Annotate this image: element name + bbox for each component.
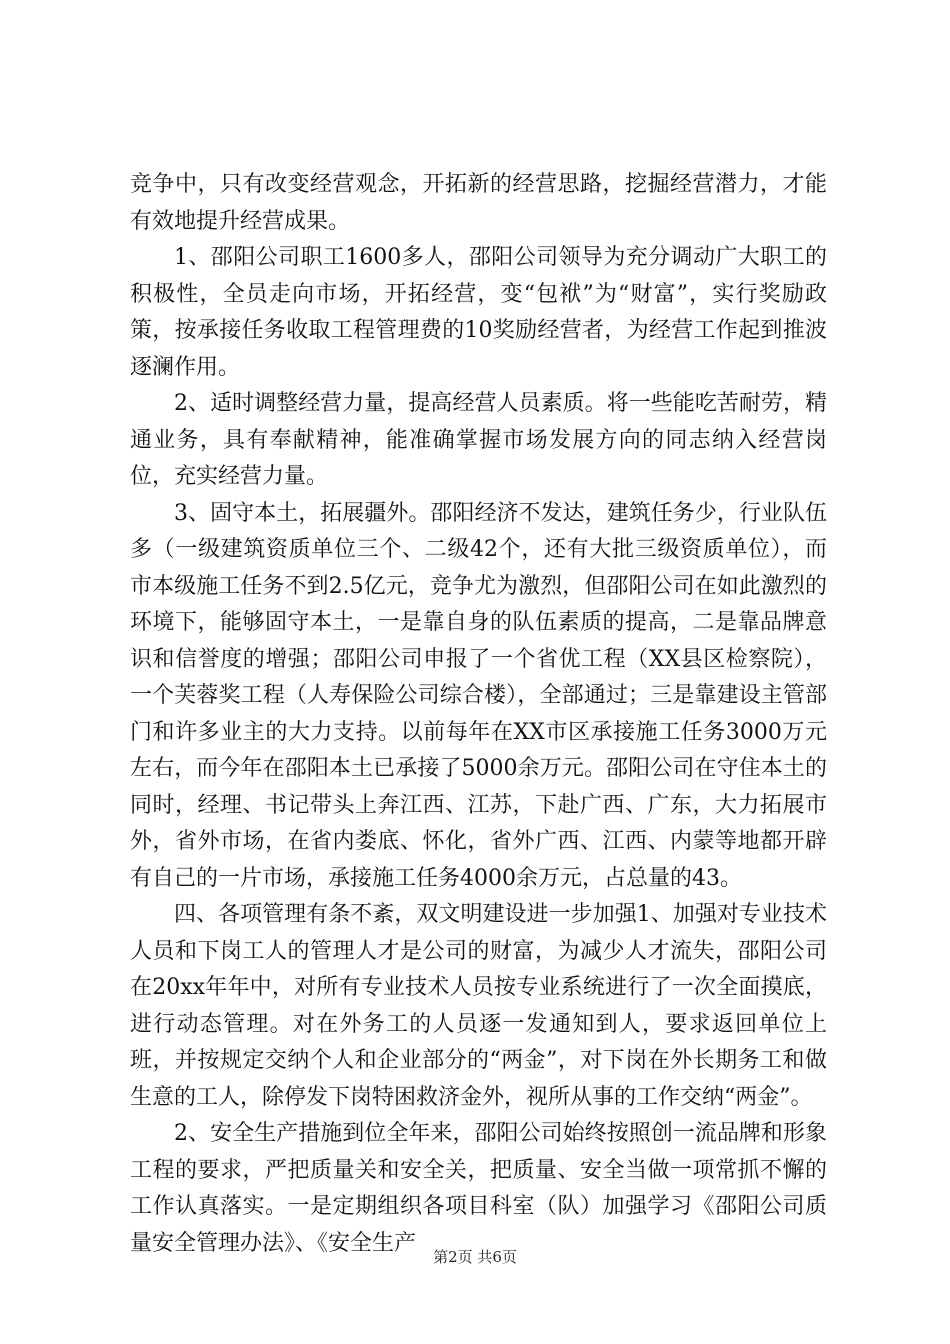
paragraph-safety: 2、安全生产措施到位全年来，邵阳公司始终按照创一流品牌和形象工程的要求，严把质量关和安全关，把质量、安全当做一项常抓不懈的工作认真落实。一是定期组织各项目科室（队）加强学习《邵阳公司质量安全管理办法》、《安全生产 — [130, 1121, 827, 1256]
page-number-footer: 第2页 共6页 — [433, 1248, 517, 1266]
paragraph-item-1: 1、邵阳公司职工1600多人，邵阳公司领导为充分调动广大职工的积极性，全员走向市场，开拓经营，变“包袱”为“财富”，实行奖励政策，按承接任务收取工程管理费的10奖励经营者，为经营工作起到推波逐澜作用。 — [130, 245, 827, 380]
paragraph-continuation: 竞争中，只有改变经营观念，开拓新的经营思路，挖掘经营潜力，才能有效地提升经营成果。 — [130, 172, 827, 234]
document-body — [130, 167, 827, 1262]
paragraph-section-4: 四、各项管理有条不紊，双文明建设进一步加强1、加强对专业技术人员和下岗工人的管理人才是公司的财富，为减少人才流失，邵阳公司在20xx年年中，对所有专业技术人员按专业系统进行了一次全面摸底，进行动态管理。对在外务工的人员逐一发通知到人，要求返回单位上班，并按规定交纳个人和企业部分的“两金”，对下岗在外长期务工和做生意的工人，除停发下岗特困救济金外，视所从事的工作交纳“两金”。 — [130, 902, 827, 1110]
paragraph-item-2: 2、适时调整经营力量，提高经营人员素质。将一些能吃苦耐劳，精通业务，具有奉献精神，能准确掌握市场发展方向的同志纳入经营岗位，充实经营力量。 — [130, 391, 827, 489]
paragraph-item-3: 3、固守本土，拓展疆外。邵阳经济不发达，建筑任务少，行业队伍多（一级建筑资质单位三个、二级42个，还有大批三级资质单位），而市本级施工任务不到2.5亿元，竞争尤为激烈，但邵阳公司在如此激烈的环境下，能够固守本土，一是靠自身的队伍素质的提高，二是靠品牌意识和信誉度的增强；邵阳公司申报了一个省优工程（XX县区检察院），一个芙蓉奖工程（人寿保险公司综合楼），全部通过；三是靠建设主管部门和许多业主的大力支持。以前每年在XX市区承接施工任务3000万元左右，而今年在邵阳本土已承接了5000余万元。邵阳公司在守住本土的同时，经理、书记带头上奔江西、江苏，下赴广西、广东，大力拓展市外，省外市场，在省内娄底、怀化，省外广西、江西、内蒙等地都开辟有自己的一片市场，承接施工任务4000余万元，占总量的43。 — [130, 500, 827, 891]
